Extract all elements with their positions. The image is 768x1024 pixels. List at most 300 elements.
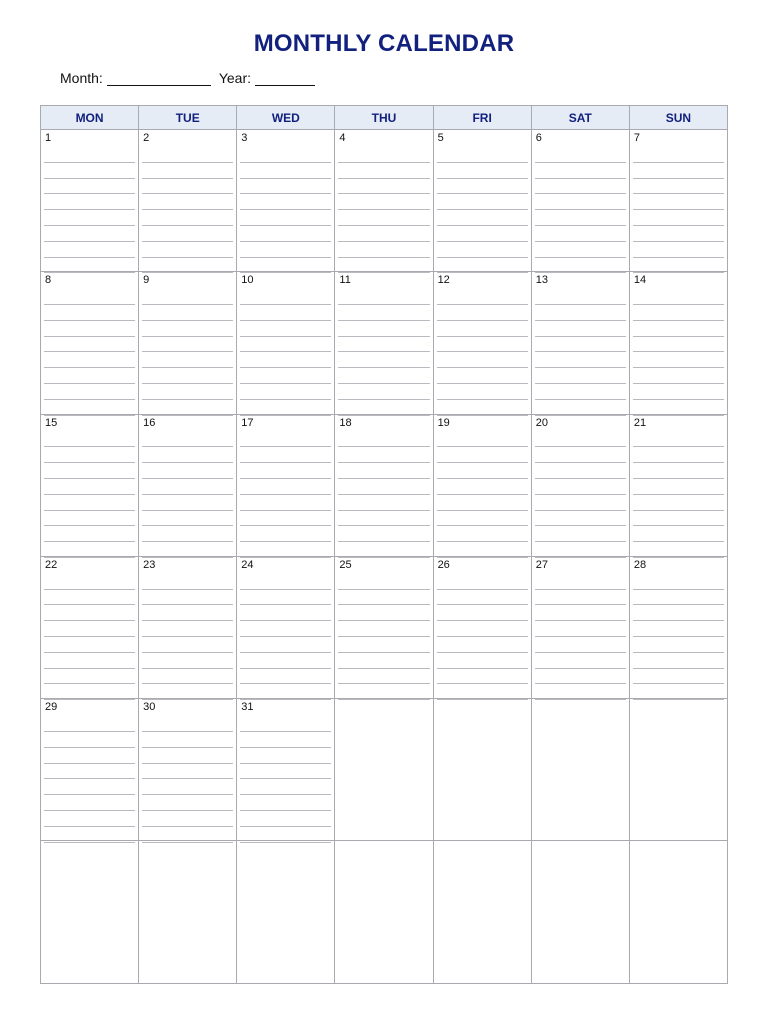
note-line[interactable] [437, 352, 528, 368]
note-line[interactable] [338, 242, 429, 258]
note-line[interactable] [142, 637, 233, 653]
note-line[interactable] [437, 495, 528, 511]
note-line[interactable] [535, 542, 626, 558]
note-line[interactable] [44, 194, 135, 210]
note-line[interactable] [240, 163, 331, 179]
note-line[interactable] [535, 147, 626, 163]
note-line[interactable] [142, 242, 233, 258]
note-line[interactable] [44, 479, 135, 495]
note-line[interactable] [633, 384, 724, 400]
note-line[interactable] [240, 748, 331, 764]
note-line[interactable] [437, 574, 528, 590]
note-line[interactable] [338, 384, 429, 400]
day-cell[interactable] [629, 272, 727, 414]
note-line[interactable] [338, 637, 429, 653]
note-line[interactable] [437, 179, 528, 195]
note-line[interactable] [240, 226, 331, 242]
note-line[interactable] [437, 669, 528, 685]
note-line[interactable] [338, 321, 429, 337]
note-line[interactable] [535, 432, 626, 448]
note-line[interactable] [535, 194, 626, 210]
note-line[interactable] [535, 637, 626, 653]
note-line[interactable] [44, 511, 135, 527]
day-cell[interactable] [236, 557, 334, 699]
note-line[interactable] [633, 432, 724, 448]
day-cell[interactable] [40, 699, 138, 841]
note-line[interactable] [633, 352, 724, 368]
note-lines [535, 147, 626, 273]
note-line[interactable] [142, 811, 233, 827]
note-line[interactable] [44, 732, 135, 748]
empty-day-cell [433, 841, 531, 983]
note-line[interactable] [142, 384, 233, 400]
note-line[interactable] [535, 258, 626, 274]
day-cell[interactable] [138, 272, 236, 414]
note-line[interactable] [44, 242, 135, 258]
note-line[interactable] [240, 352, 331, 368]
note-line[interactable] [437, 305, 528, 321]
note-line[interactable] [535, 669, 626, 685]
note-line[interactable] [338, 194, 429, 210]
note-line[interactable] [240, 811, 331, 827]
note-line[interactable] [44, 226, 135, 242]
note-line[interactable] [633, 258, 724, 274]
note-line[interactable] [338, 653, 429, 669]
note-line[interactable] [338, 511, 429, 527]
note-line[interactable] [437, 605, 528, 621]
note-line[interactable] [240, 495, 331, 511]
note-line[interactable] [142, 147, 233, 163]
note-line[interactable] [633, 179, 724, 195]
note-line[interactable] [240, 669, 331, 685]
note-line[interactable] [44, 779, 135, 795]
note-line[interactable] [44, 574, 135, 590]
note-line[interactable] [535, 400, 626, 416]
note-line[interactable] [44, 653, 135, 669]
note-line[interactable] [142, 289, 233, 305]
note-line[interactable] [437, 321, 528, 337]
day-cell[interactable] [334, 130, 432, 272]
note-line[interactable] [338, 226, 429, 242]
note-line[interactable] [240, 479, 331, 495]
note-line[interactable] [437, 289, 528, 305]
note-line[interactable] [535, 526, 626, 542]
note-line[interactable] [240, 590, 331, 606]
day-cell[interactable] [531, 415, 629, 557]
note-line[interactable] [633, 684, 724, 700]
note-line[interactable] [338, 368, 429, 384]
note-line[interactable] [633, 226, 724, 242]
note-line[interactable] [240, 637, 331, 653]
note-line[interactable] [633, 337, 724, 353]
note-line[interactable] [240, 574, 331, 590]
note-line[interactable] [44, 748, 135, 764]
note-line[interactable] [437, 526, 528, 542]
note-line[interactable] [437, 147, 528, 163]
note-line[interactable] [437, 479, 528, 495]
note-line[interactable] [535, 163, 626, 179]
note-line[interactable] [633, 605, 724, 621]
note-line[interactable] [142, 574, 233, 590]
note-line[interactable] [437, 447, 528, 463]
note-line[interactable] [142, 321, 233, 337]
note-line[interactable] [535, 653, 626, 669]
note-line[interactable] [633, 305, 724, 321]
note-line[interactable] [437, 258, 528, 274]
note-line[interactable] [535, 463, 626, 479]
note-line[interactable] [535, 179, 626, 195]
note-line[interactable] [240, 147, 331, 163]
note-line[interactable] [142, 605, 233, 621]
note-lines [338, 289, 429, 415]
note-line[interactable] [44, 590, 135, 606]
empty-day-cell [334, 841, 432, 983]
note-line[interactable] [633, 368, 724, 384]
note-line[interactable] [535, 384, 626, 400]
note-line[interactable] [633, 463, 724, 479]
empty-day-cell [138, 841, 236, 983]
note-line[interactable] [633, 321, 724, 337]
note-line[interactable] [437, 637, 528, 653]
note-line[interactable] [633, 163, 724, 179]
note-line[interactable] [240, 305, 331, 321]
note-line[interactable] [142, 764, 233, 780]
note-line[interactable] [633, 400, 724, 416]
note-line[interactable] [437, 337, 528, 353]
note-line[interactable] [44, 495, 135, 511]
note-line[interactable] [142, 495, 233, 511]
note-line[interactable] [633, 637, 724, 653]
note-line[interactable] [44, 305, 135, 321]
note-line[interactable] [535, 590, 626, 606]
note-line[interactable] [338, 305, 429, 321]
note-line[interactable] [535, 368, 626, 384]
note-line[interactable] [44, 163, 135, 179]
note-line[interactable] [240, 337, 331, 353]
note-line[interactable] [142, 526, 233, 542]
note-line[interactable] [240, 732, 331, 748]
note-line[interactable] [44, 258, 135, 274]
note-line[interactable] [240, 542, 331, 558]
note-line[interactable] [535, 621, 626, 637]
empty-day-cell [433, 699, 531, 841]
note-lines [437, 147, 528, 273]
note-line[interactable] [338, 574, 429, 590]
note-line[interactable] [437, 542, 528, 558]
note-line[interactable] [535, 479, 626, 495]
note-line[interactable] [633, 511, 724, 527]
note-line[interactable] [338, 605, 429, 621]
note-line[interactable] [338, 479, 429, 495]
note-line[interactable] [44, 337, 135, 353]
note-line[interactable] [437, 242, 528, 258]
note-line[interactable] [142, 827, 233, 843]
note-line[interactable] [437, 210, 528, 226]
note-line[interactable] [142, 179, 233, 195]
note-line[interactable] [44, 716, 135, 732]
day-cell[interactable] [40, 415, 138, 557]
note-line[interactable] [535, 605, 626, 621]
note-line[interactable] [142, 590, 233, 606]
note-line[interactable] [633, 479, 724, 495]
note-line[interactable] [240, 463, 331, 479]
note-line[interactable] [142, 479, 233, 495]
note-line[interactable] [240, 764, 331, 780]
note-line[interactable] [633, 289, 724, 305]
note-line[interactable] [44, 384, 135, 400]
note-line[interactable] [44, 795, 135, 811]
day-cell[interactable] [236, 415, 334, 557]
note-line[interactable] [338, 495, 429, 511]
note-line[interactable] [437, 432, 528, 448]
day-cell[interactable] [236, 699, 334, 841]
note-line[interactable] [142, 463, 233, 479]
month-blank-line[interactable] [107, 71, 211, 86]
note-line[interactable] [535, 289, 626, 305]
note-line[interactable] [142, 210, 233, 226]
note-line[interactable] [338, 258, 429, 274]
note-line[interactable] [535, 305, 626, 321]
note-line[interactable] [240, 511, 331, 527]
note-line[interactable] [437, 511, 528, 527]
note-line[interactable] [633, 653, 724, 669]
day-number: 29 [45, 701, 58, 714]
note-line[interactable] [240, 653, 331, 669]
note-line[interactable] [437, 590, 528, 606]
note-line[interactable] [338, 147, 429, 163]
day-cell[interactable] [236, 130, 334, 272]
note-line[interactable] [44, 637, 135, 653]
note-lines [535, 574, 626, 700]
day-cell[interactable] [629, 130, 727, 272]
day-cell[interactable] [629, 557, 727, 699]
note-line[interactable] [142, 684, 233, 700]
note-line[interactable] [142, 194, 233, 210]
note-line[interactable] [437, 226, 528, 242]
note-line[interactable] [44, 669, 135, 685]
note-line[interactable] [338, 542, 429, 558]
note-line[interactable] [437, 368, 528, 384]
note-line[interactable] [240, 447, 331, 463]
note-line[interactable] [633, 495, 724, 511]
note-line[interactable] [142, 779, 233, 795]
note-line[interactable] [44, 811, 135, 827]
day-number: 26 [437, 558, 450, 571]
note-line[interactable] [142, 716, 233, 732]
note-lines [535, 289, 626, 415]
note-line[interactable] [240, 621, 331, 637]
note-line[interactable] [240, 400, 331, 416]
note-line[interactable] [240, 321, 331, 337]
day-cell[interactable] [138, 699, 236, 841]
note-lines [44, 574, 135, 700]
note-line[interactable] [44, 764, 135, 780]
day-cell[interactable] [334, 272, 432, 414]
note-line[interactable] [338, 447, 429, 463]
note-line[interactable] [633, 194, 724, 210]
note-line[interactable] [44, 463, 135, 479]
note-line[interactable] [633, 574, 724, 590]
note-line[interactable] [240, 194, 331, 210]
note-line[interactable] [338, 163, 429, 179]
note-line[interactable] [240, 432, 331, 448]
day-cell[interactable] [433, 415, 531, 557]
note-line[interactable] [240, 779, 331, 795]
note-line[interactable] [437, 194, 528, 210]
note-line[interactable] [338, 463, 429, 479]
note-line[interactable] [44, 432, 135, 448]
note-line[interactable] [338, 289, 429, 305]
note-line[interactable] [240, 242, 331, 258]
note-line[interactable] [240, 384, 331, 400]
day-number: 10 [241, 274, 254, 287]
note-line[interactable] [338, 684, 429, 700]
note-line[interactable] [44, 289, 135, 305]
note-line[interactable] [240, 179, 331, 195]
note-line[interactable] [535, 226, 626, 242]
note-line[interactable] [142, 748, 233, 764]
note-line[interactable] [142, 432, 233, 448]
note-line[interactable] [633, 621, 724, 637]
note-line[interactable] [338, 621, 429, 637]
day-cell[interactable] [138, 415, 236, 557]
note-line[interactable] [44, 179, 135, 195]
weekday-header: MON [40, 105, 138, 130]
note-line[interactable] [142, 669, 233, 685]
note-line[interactable] [142, 447, 233, 463]
note-line[interactable] [240, 605, 331, 621]
note-line[interactable] [44, 147, 135, 163]
day-cell[interactable] [236, 272, 334, 414]
note-line[interactable] [142, 226, 233, 242]
note-line[interactable] [142, 337, 233, 353]
note-line[interactable] [535, 210, 626, 226]
note-line[interactable] [338, 526, 429, 542]
note-line[interactable] [44, 210, 135, 226]
note-line[interactable] [535, 337, 626, 353]
note-line[interactable] [44, 352, 135, 368]
day-cell[interactable] [531, 130, 629, 272]
note-line[interactable] [240, 684, 331, 700]
note-line[interactable] [142, 542, 233, 558]
note-line[interactable] [633, 669, 724, 685]
weekday-header-row [40, 105, 727, 130]
note-line[interactable] [633, 590, 724, 606]
note-line[interactable] [535, 574, 626, 590]
note-line[interactable] [142, 352, 233, 368]
day-cell[interactable] [138, 130, 236, 272]
note-line[interactable] [437, 384, 528, 400]
note-line[interactable] [437, 621, 528, 637]
note-line[interactable] [240, 795, 331, 811]
note-line[interactable] [338, 590, 429, 606]
day-number: 20 [535, 416, 548, 429]
day-cell[interactable] [531, 557, 629, 699]
note-line[interactable] [44, 827, 135, 843]
note-line[interactable] [535, 447, 626, 463]
note-line[interactable] [535, 511, 626, 527]
note-line[interactable] [240, 258, 331, 274]
note-line[interactable] [535, 352, 626, 368]
note-line[interactable] [338, 400, 429, 416]
day-cell[interactable] [40, 130, 138, 272]
note-line[interactable] [44, 621, 135, 637]
note-line[interactable] [44, 321, 135, 337]
note-line[interactable] [142, 621, 233, 637]
day-cell[interactable] [531, 272, 629, 414]
note-line[interactable] [437, 400, 528, 416]
note-line[interactable] [142, 511, 233, 527]
note-line[interactable] [338, 432, 429, 448]
note-line[interactable] [535, 684, 626, 700]
day-cell[interactable] [40, 272, 138, 414]
note-line[interactable] [142, 305, 233, 321]
day-number: 3 [241, 132, 248, 144]
note-line[interactable] [142, 732, 233, 748]
note-line[interactable] [633, 210, 724, 226]
note-line[interactable] [142, 258, 233, 274]
day-cell[interactable] [433, 272, 531, 414]
note-line[interactable] [142, 368, 233, 384]
note-line[interactable] [142, 653, 233, 669]
note-line[interactable] [633, 526, 724, 542]
note-lines [44, 716, 135, 842]
note-line[interactable] [535, 495, 626, 511]
note-line[interactable] [338, 210, 429, 226]
note-line[interactable] [44, 368, 135, 384]
note-line[interactable] [535, 321, 626, 337]
note-line[interactable] [437, 653, 528, 669]
day-cell[interactable] [433, 557, 531, 699]
note-line[interactable] [44, 447, 135, 463]
note-line[interactable] [633, 542, 724, 558]
year-blank-line[interactable] [255, 71, 315, 86]
note-line[interactable] [633, 242, 724, 258]
note-line[interactable] [338, 337, 429, 353]
note-line[interactable] [240, 716, 331, 732]
note-line[interactable] [44, 605, 135, 621]
note-line[interactable] [44, 526, 135, 542]
note-line[interactable] [44, 684, 135, 700]
day-cell[interactable] [334, 415, 432, 557]
note-line[interactable] [535, 242, 626, 258]
note-line[interactable] [44, 542, 135, 558]
note-line[interactable] [338, 669, 429, 685]
note-line[interactable] [240, 526, 331, 542]
day-cell[interactable] [138, 557, 236, 699]
day-cell[interactable] [40, 557, 138, 699]
day-cell[interactable] [334, 557, 432, 699]
empty-day-cell [334, 699, 432, 841]
note-line[interactable] [240, 827, 331, 843]
note-line[interactable] [142, 795, 233, 811]
note-line[interactable] [338, 179, 429, 195]
day-cell[interactable] [433, 130, 531, 272]
note-line[interactable] [240, 368, 331, 384]
note-line[interactable] [240, 210, 331, 226]
note-line[interactable] [437, 163, 528, 179]
note-line[interactable] [240, 289, 331, 305]
note-line[interactable] [142, 163, 233, 179]
note-line[interactable] [437, 463, 528, 479]
note-line[interactable] [437, 684, 528, 700]
note-line[interactable] [633, 147, 724, 163]
day-cell[interactable] [629, 415, 727, 557]
note-line[interactable] [338, 352, 429, 368]
note-line[interactable] [633, 447, 724, 463]
note-line[interactable] [44, 400, 135, 416]
note-line[interactable] [142, 400, 233, 416]
